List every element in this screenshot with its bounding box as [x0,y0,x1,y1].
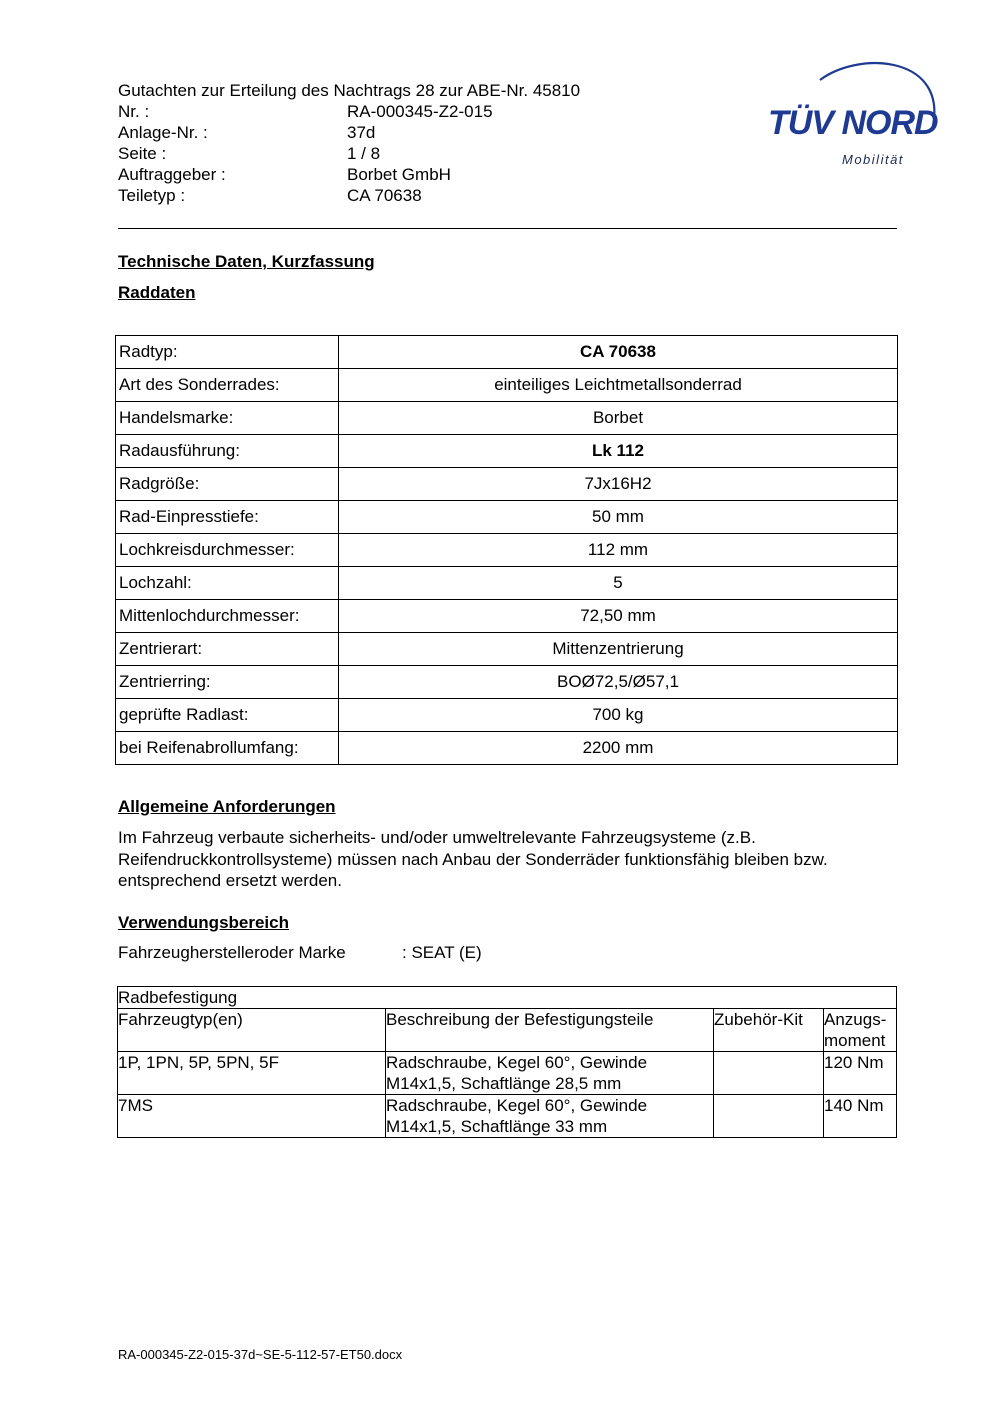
desc-line: Radschraube, Kegel 60°, Gewinde [386,1096,648,1115]
tuev-nord-logo [760,58,950,173]
table-row [116,633,898,666]
paragraph-line: entsprechend ersetzt werden. [118,871,342,890]
allgemein-paragraph [118,827,908,892]
table-value: 700 kg [339,699,898,732]
table-key: bei Reifenabrollumfang: [116,732,339,765]
table-key: Mittenlochdurchmesser: [116,600,339,633]
raddaten-table [115,335,898,765]
table-row [118,1052,897,1095]
header-label: Teiletyp : [118,186,186,205]
table-row [116,435,898,468]
column-header: Beschreibung der Befestigungsteile [386,1009,714,1052]
table-key: Lochzahl: [116,567,339,600]
table-value: 50 mm [339,501,898,534]
table-value: 7Jx16H2 [339,468,898,501]
marke-label: Fahrzeugherstelleroder Marke [118,943,346,962]
table-key: Art des Sonderrades: [116,369,339,402]
logo-subtitle: Mobilität [842,152,904,167]
fahrzeughersteller-line [118,943,482,963]
header-row-nr [118,101,580,122]
table-key: Lochkreisdurchmesser: [116,534,339,567]
table-row [116,534,898,567]
table-value: CA 70638 [339,336,898,369]
column-header [824,1009,897,1052]
table-value: 2200 mm [339,732,898,765]
column-header-line: Anzugs- [824,1010,887,1029]
table-caption: Radbefestigung [118,987,897,1009]
table-row [116,501,898,534]
header-label: Anlage-Nr. : [118,123,208,142]
table-row [118,1095,897,1138]
header-value: CA 70638 [347,186,422,205]
header-row-seite [118,143,580,164]
table-row [116,369,898,402]
footer-filename: RA-000345-Z2-015-37d~SE-5-112-57-ET50.docx [118,1347,403,1362]
table-cell-typ: 7MS [118,1095,386,1138]
header-row-teiletyp [118,185,580,206]
table-value: BOØ72,5/Ø57,1 [339,666,898,699]
table-value: einteiliges Leichtmetallsonderrad [339,369,898,402]
column-header: Fahrzeugtyp(en) [118,1009,386,1052]
document-title: Gutachten zur Erteilung des Nachtrags 28 zur ABE-Nr. 45810 [118,81,581,100]
table-row [116,468,898,501]
paragraph-line: Im Fahrzeug verbaute sicherheits- und/oder umweltrelevante Fahrzeugsysteme (z.B. [118,828,756,847]
table-row [116,732,898,765]
header-row-auftraggeber [118,164,580,185]
table-value: 5 [339,567,898,600]
table-key: Zentrierring: [116,666,339,699]
table-row [116,699,898,732]
table-cell-desc [386,1095,714,1138]
column-header-line: moment [824,1031,886,1050]
header-value: 1 / 8 [347,144,381,163]
section-title-verwendung: Verwendungsbereich [118,913,289,932]
radbefestigung-table [117,986,897,1138]
header-value: Borbet GmbH [347,165,451,184]
table-key: Radtyp: [116,336,339,369]
marke-value: : SEAT (E) [402,943,482,962]
desc-line: M14x1,5, Schaftlänge 33 mm [386,1117,608,1136]
table-cell-moment: 140 Nm [824,1095,897,1138]
table-value: 112 mm [339,534,898,567]
table-value: Mittenzentrierung [339,633,898,666]
section-title-allgemein: Allgemeine Anforderungen [118,797,336,816]
table-value: 72,50 mm [339,600,898,633]
table-key: Rad-Einpresstiefe: [116,501,339,534]
table-row [116,336,898,369]
document-header [118,80,580,206]
header-label: Auftraggeber : [118,165,226,184]
header-label: Seite : [118,144,167,163]
desc-line: Radschraube, Kegel 60°, Gewinde [386,1053,648,1072]
header-value: 37d [347,123,376,142]
table-value: Lk 112 [339,435,898,468]
table-header-row [118,1009,897,1052]
table-caption-row [118,987,897,1009]
table-key: Radausführung: [116,435,339,468]
header-label: Nr. : [118,102,150,121]
section-title-raddaten: Raddaten [118,283,196,302]
table-key: geprüfte Radlast: [116,699,339,732]
header-row-anlage [118,122,580,143]
table-cell-typ: 1P, 1PN, 5P, 5PN, 5F [118,1052,386,1095]
logo-brand: TÜV NORD [768,104,938,142]
table-row [116,666,898,699]
table-row [116,600,898,633]
column-header: Zubehör-Kit [714,1009,824,1052]
table-cell-desc [386,1052,714,1095]
table-cell-kit [714,1095,824,1138]
table-cell-kit [714,1052,824,1095]
header-value: RA-000345-Z2-015 [347,102,493,121]
table-cell-moment: 120 Nm [824,1052,897,1095]
paragraph-line: Reifendruckkontrollsysteme) müssen nach Anbau der Sonderräder funktionsfähig bleiben bzw. [118,849,828,869]
table-key: Handelsmarke: [116,402,339,435]
section-title-technische: Technische Daten, Kurzfassung [118,252,375,271]
table-row [116,402,898,435]
table-key: Zentrierart: [116,633,339,666]
table-row [116,567,898,600]
table-value: Borbet [339,402,898,435]
header-divider [118,228,897,229]
table-key: Radgröße: [116,468,339,501]
desc-line: M14x1,5, Schaftlänge 28,5 mm [386,1074,622,1093]
